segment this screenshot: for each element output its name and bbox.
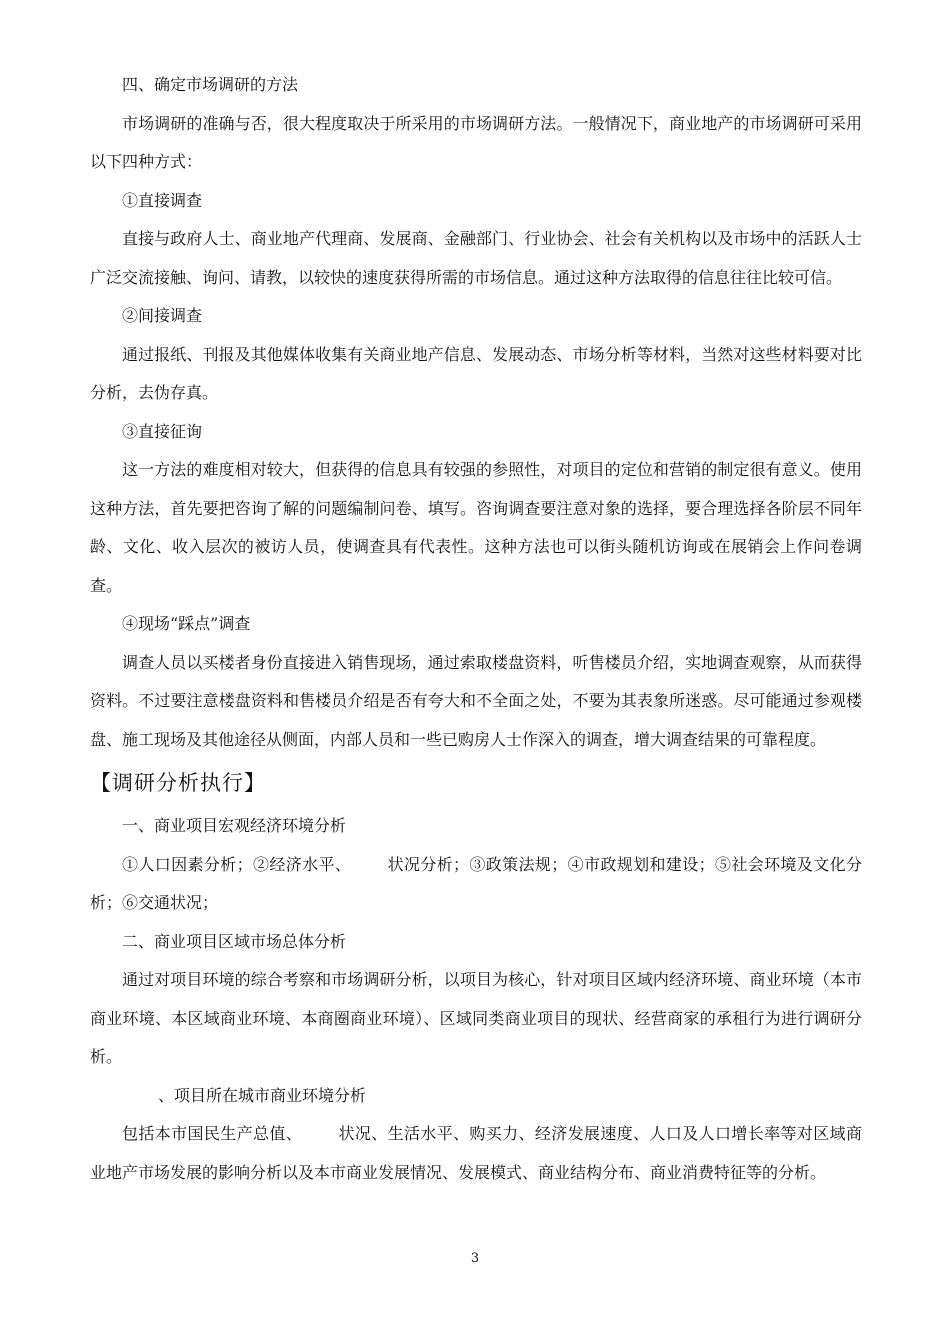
indirect-survey-heading: ②间接调查 (122, 306, 203, 325)
site-visit-paragraph: 调查人员以买楼者身份直接进入销售现场，通过索取楼盘资料，听售楼员介绍，实地调查观察，从而获得资料。不过要注意楼盘资料和售楼员介绍是否有夸大和不全面之处，不要为其表象所迷惑。尽可能通过参观楼盘、施工现场及其他途径从侧面，内部人员和一些已购房人士作深入的调查，增大调查结果的可靠程度。 (90, 652, 862, 749)
city-environment-heading-text: 、项目所在城市商业环境分析 (158, 1085, 367, 1105)
macro-environment-paragraph (90, 846, 862, 923)
direct-inquiry-paragraph: 这一方法的难度相对较大，但获得的信息具有较强的参照性，对项目的定位和营销的制定很有意义。使用这种方法，首先要把咨询了解的问题编制问卷、填写。咨询调查要注意对象的选择，要合理选择各阶层不同年龄、文化、收入层次的被访人员，使调查具有代表性。这种方法也可以街头随机访询或在展销会上作问卷调查。 (90, 460, 862, 595)
method-section-heading: 四、确定市场调研的方法 (122, 75, 299, 94)
city-environment-heading (90, 1077, 862, 1116)
macro-environment-text-part1: ①人口因素分析；②经济水平、 (122, 854, 352, 874)
macro-environment-text-part2: 状况分析；③政策法规；④市政规划和建设；⑤社会环境及文化分析；⑥交通状况； (90, 854, 862, 912)
indirect-survey-paragraph: 通过报纸、刊报及其他媒体收集有关商业地产信息、发展动态、市场分析等材料，当然对这些材料要对比分析，去伪存真。 (90, 344, 862, 402)
direct-survey-paragraph: 直接与政府人士、商业地产代理商、发展商、金融部门、行业协会、社会有关机构以及市场中的活跃人士广泛交流接触、询问、请教，以较快的速度获得所需的市场信息。通过这种方法取得的信息往往比较可信。 (90, 229, 862, 287)
research-execution-title: 【调研分析执行】 (90, 771, 266, 795)
city-environment-text-part1: 包括本市国民生产总值、 (122, 1124, 303, 1143)
macro-environment-heading: 一、商业项目宏观经济环境分析 (122, 816, 347, 835)
document-body (90, 66, 862, 1192)
direct-inquiry-heading: ③直接征询 (122, 421, 203, 441)
regional-market-paragraph: 通过对项目环境的综合考察和市场调研分析，以项目为核心，针对项目区域内经济环境、商业环境（本市商业环境、本区域商业环境、本商圈商业环境）、区域同类商业项目的现状、经营商家的承租行为进行调研分析。 (90, 970, 862, 1066)
city-environment-paragraph (90, 1115, 862, 1192)
method-intro-paragraph: 市场调研的准确与否，很大程度取决于所采用的市场调研方法。一般情况下，商业地产的市场调研可采用以下四种方式： (90, 113, 862, 171)
direct-survey-heading: ①直接调查 (122, 190, 203, 210)
site-visit-heading: ④现场“踩点”调查 (122, 614, 251, 633)
regional-market-heading: 二、商业项目区域市场总体分析 (122, 931, 347, 951)
page-number: 3 (470, 1251, 480, 1266)
city-environment-text-part2: 状况、生活水平、购买力、经济发展速度、人口及人口增长率等对区域商业地产市场发展的影响分析以及本市商业发展情况、发展模式、商业结构分布、商业消费特征等的分析。 (90, 1124, 862, 1182)
